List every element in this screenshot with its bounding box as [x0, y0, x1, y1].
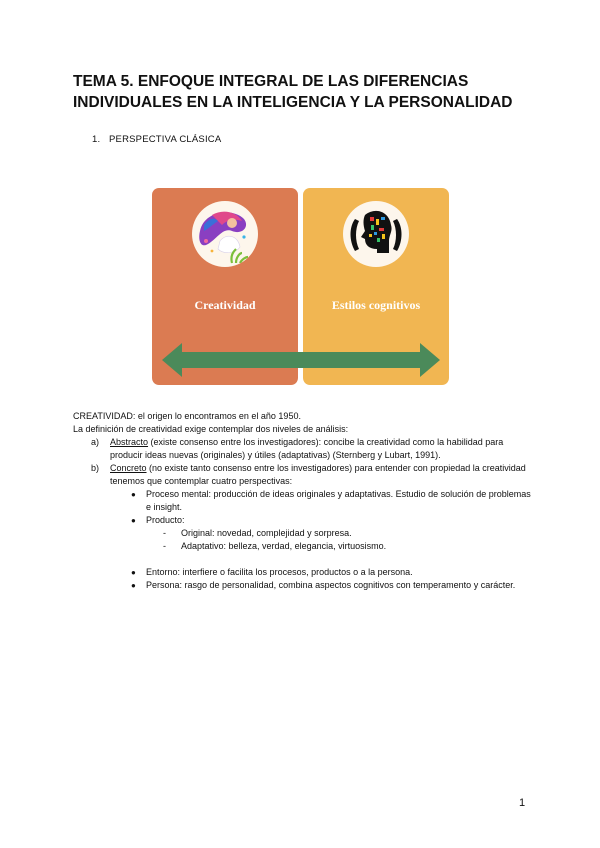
cognitive-styles-label: Estilos cognitivos	[331, 298, 421, 312]
bullet-item	[73, 514, 533, 527]
list-item-a	[73, 436, 533, 462]
concept-diagram	[152, 188, 449, 385]
item-text: (existe consenso entre los investigadores): concibe la creatividad como la habilidad para producir ideas nuevas (originales) y útiles (adaptativas) (Sternberg y Lubart, 1991).	[110, 437, 504, 460]
bullet-marker: ●	[131, 581, 136, 590]
section-label: PERSPECTIVA CLÁSICA	[109, 134, 222, 145]
list-item-b	[73, 462, 533, 488]
bullet-text: Producto:	[146, 515, 185, 525]
intro-line: CREATIVIDAD: el origen lo encontramos en el año 1950.	[73, 411, 301, 421]
bullet-text: Proceso mental: producción de ideas originales y adaptativas. Estudio de solución de problemas e insight.	[146, 489, 531, 512]
double-arrow-icon	[162, 343, 440, 377]
bullet-item	[73, 488, 533, 514]
sub-item-text: Adaptativo: belleza, verdad, elegancia, virtuosismo.	[181, 541, 387, 551]
bullet-marker: ●	[131, 516, 136, 525]
document-title: TEMA 5. ENFOQUE INTEGRAL DE LAS DIFERENCIAS INDIVIDUALES EN LA INTELIGENCIA Y LA PERSONALIDAD	[73, 73, 513, 111]
list-marker: b)	[91, 463, 100, 473]
intro-line: La definición de creatividad exige contemplar dos niveles de análisis:	[73, 424, 349, 434]
section-number: 1.	[92, 134, 101, 145]
list-marker: a)	[91, 437, 100, 447]
item-text: (no existe tanto consenso entre los investigadores) para entender con propiedad la creatividad tenemos que contemplar cuatro perspectivas:	[110, 463, 526, 486]
dash-marker: -	[163, 541, 166, 551]
page-number: 1	[519, 797, 526, 809]
creativity-label: Creatividad	[194, 298, 256, 312]
brain-heads-icon	[343, 201, 409, 267]
sub-item	[73, 540, 533, 553]
sub-item-text: Original: novedad, complejidad y sorpresa.	[181, 528, 352, 538]
bullet-marker: ●	[131, 568, 136, 577]
bullet-text: Entorno: interfiere o facilita los procesos, productos o a la persona.	[146, 567, 413, 577]
dash-marker: -	[163, 528, 166, 538]
section-heading	[92, 134, 221, 145]
bullet-text: Persona: rasgo de personalidad, combina aspectos cognitivos con temperamento y carácter.	[146, 580, 516, 590]
creative-woman-icon	[192, 201, 258, 267]
term-abstracto: Abstracto	[110, 437, 149, 447]
sub-item	[73, 527, 533, 540]
bullet-item	[73, 566, 533, 579]
bullet-item	[73, 579, 533, 592]
document-body	[73, 410, 533, 592]
bullet-marker: ●	[131, 490, 136, 499]
term-concreto: Concreto	[110, 463, 147, 473]
